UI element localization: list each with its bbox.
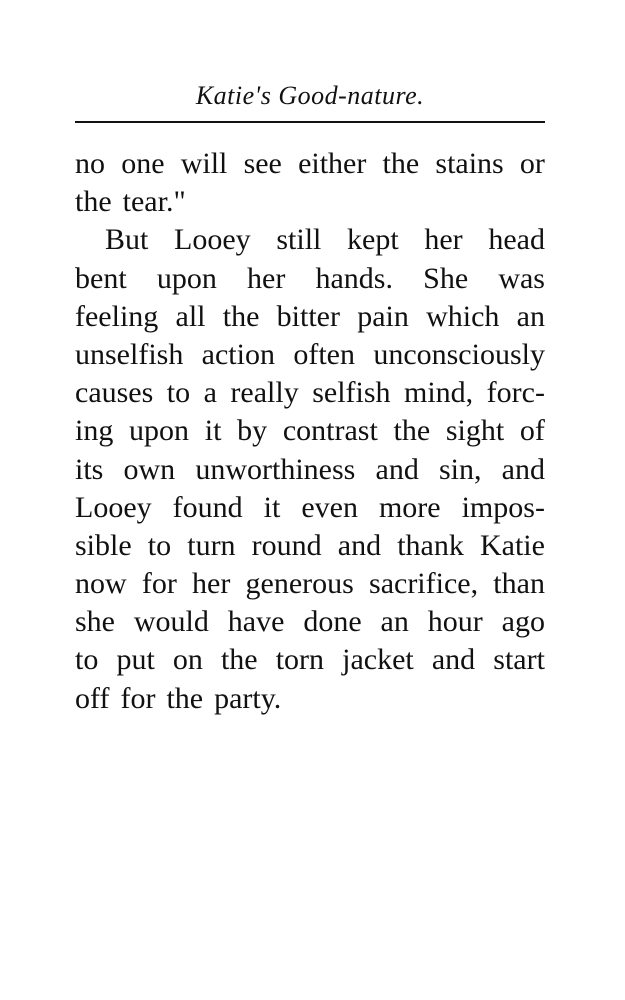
word: would <box>133 605 209 639</box>
text-line <box>75 145 545 183</box>
text-line <box>75 221 545 259</box>
word: action <box>201 337 275 371</box>
word: even <box>301 490 358 524</box>
word: done <box>303 605 362 639</box>
header-rule <box>75 121 545 123</box>
word: an <box>380 605 409 639</box>
word: But <box>105 223 149 257</box>
text-line <box>75 412 545 450</box>
word: and <box>431 643 476 677</box>
word: her <box>424 223 463 257</box>
word: the <box>222 299 260 333</box>
word: the <box>220 643 258 677</box>
word: causes <box>75 376 154 410</box>
word: on <box>172 643 203 677</box>
word: more <box>378 490 441 524</box>
word: unconsciously <box>373 337 545 371</box>
word: or <box>519 147 545 180</box>
word: an <box>516 299 545 333</box>
word: unworthiness <box>195 452 356 486</box>
word: her <box>247 261 286 295</box>
text-line <box>75 298 545 336</box>
word: the <box>393 414 431 448</box>
word: it <box>204 414 222 448</box>
word: upon <box>129 414 190 448</box>
word: for <box>141 567 177 601</box>
word: own <box>123 452 176 486</box>
text-line <box>75 260 545 298</box>
word: have <box>227 605 285 639</box>
word: thank <box>397 528 464 562</box>
word: put <box>116 643 155 677</box>
word: her <box>192 567 231 601</box>
word: hands. <box>315 261 393 295</box>
word: which <box>426 299 500 333</box>
word: sacrifice, <box>369 567 479 601</box>
word: She <box>423 261 469 295</box>
word: to <box>166 376 191 410</box>
word: bitter <box>276 299 340 333</box>
word: one <box>121 147 165 180</box>
word: Looey <box>75 490 152 524</box>
word: still <box>276 223 322 257</box>
word: a <box>203 376 217 410</box>
word: by <box>237 414 268 448</box>
text-line <box>75 603 545 641</box>
word: impos- <box>461 490 545 524</box>
word: turn <box>187 528 236 562</box>
word: either <box>298 147 367 180</box>
word: often <box>293 337 355 371</box>
word: for <box>120 681 156 715</box>
word: she <box>75 605 115 639</box>
word: sight <box>445 414 505 448</box>
word: feeling <box>75 299 159 333</box>
word: found <box>172 490 243 524</box>
word: upon <box>156 261 217 295</box>
word: the <box>382 147 420 180</box>
word: round <box>251 528 322 562</box>
word: sible <box>75 528 132 562</box>
word: no <box>75 147 105 180</box>
word: the <box>75 185 112 219</box>
word: pain <box>357 299 409 333</box>
word: to <box>75 643 99 677</box>
word: unselfish <box>75 337 184 371</box>
word: its <box>75 452 104 486</box>
running-head: Katie's Good-nature. <box>195 81 425 110</box>
word: really <box>230 376 299 410</box>
word: than <box>493 567 545 601</box>
word: the <box>166 681 204 715</box>
text-line <box>75 183 545 221</box>
word: Looey <box>174 223 251 257</box>
word: forc- <box>486 376 545 410</box>
text-line <box>75 489 545 527</box>
word: to <box>147 528 172 562</box>
word: now <box>75 567 127 601</box>
word: was <box>498 261 545 295</box>
word: kept <box>347 223 399 257</box>
word: hour <box>427 605 483 639</box>
word: selfish <box>312 376 391 410</box>
word: and <box>375 452 419 486</box>
word: it <box>263 490 281 524</box>
text-line <box>75 641 545 679</box>
text-line <box>75 336 545 374</box>
text-line <box>75 374 545 412</box>
word: off <box>75 681 110 715</box>
word: ing <box>75 414 114 448</box>
word: all <box>175 299 206 333</box>
word: jacket <box>342 643 414 677</box>
word: torn <box>275 643 325 677</box>
word: head <box>488 223 545 257</box>
word: contrast <box>282 414 378 448</box>
word: and <box>501 452 545 486</box>
word: start <box>493 643 545 677</box>
word: and <box>337 528 382 562</box>
word: ago <box>501 605 545 639</box>
word: bent <box>75 261 127 295</box>
body-text <box>75 145 545 718</box>
word: will <box>180 147 228 180</box>
word: stains <box>435 147 504 180</box>
text-line <box>75 680 545 718</box>
text-line <box>75 451 545 489</box>
word: generous <box>245 567 354 601</box>
text-line <box>75 565 545 603</box>
word: of <box>519 414 545 448</box>
word: tear." <box>122 185 186 219</box>
word: mind, <box>404 376 474 410</box>
text-line <box>75 527 545 565</box>
word: party. <box>214 681 282 715</box>
word: see <box>243 147 282 180</box>
word: sin, <box>438 452 482 486</box>
word: Katie <box>479 528 545 562</box>
